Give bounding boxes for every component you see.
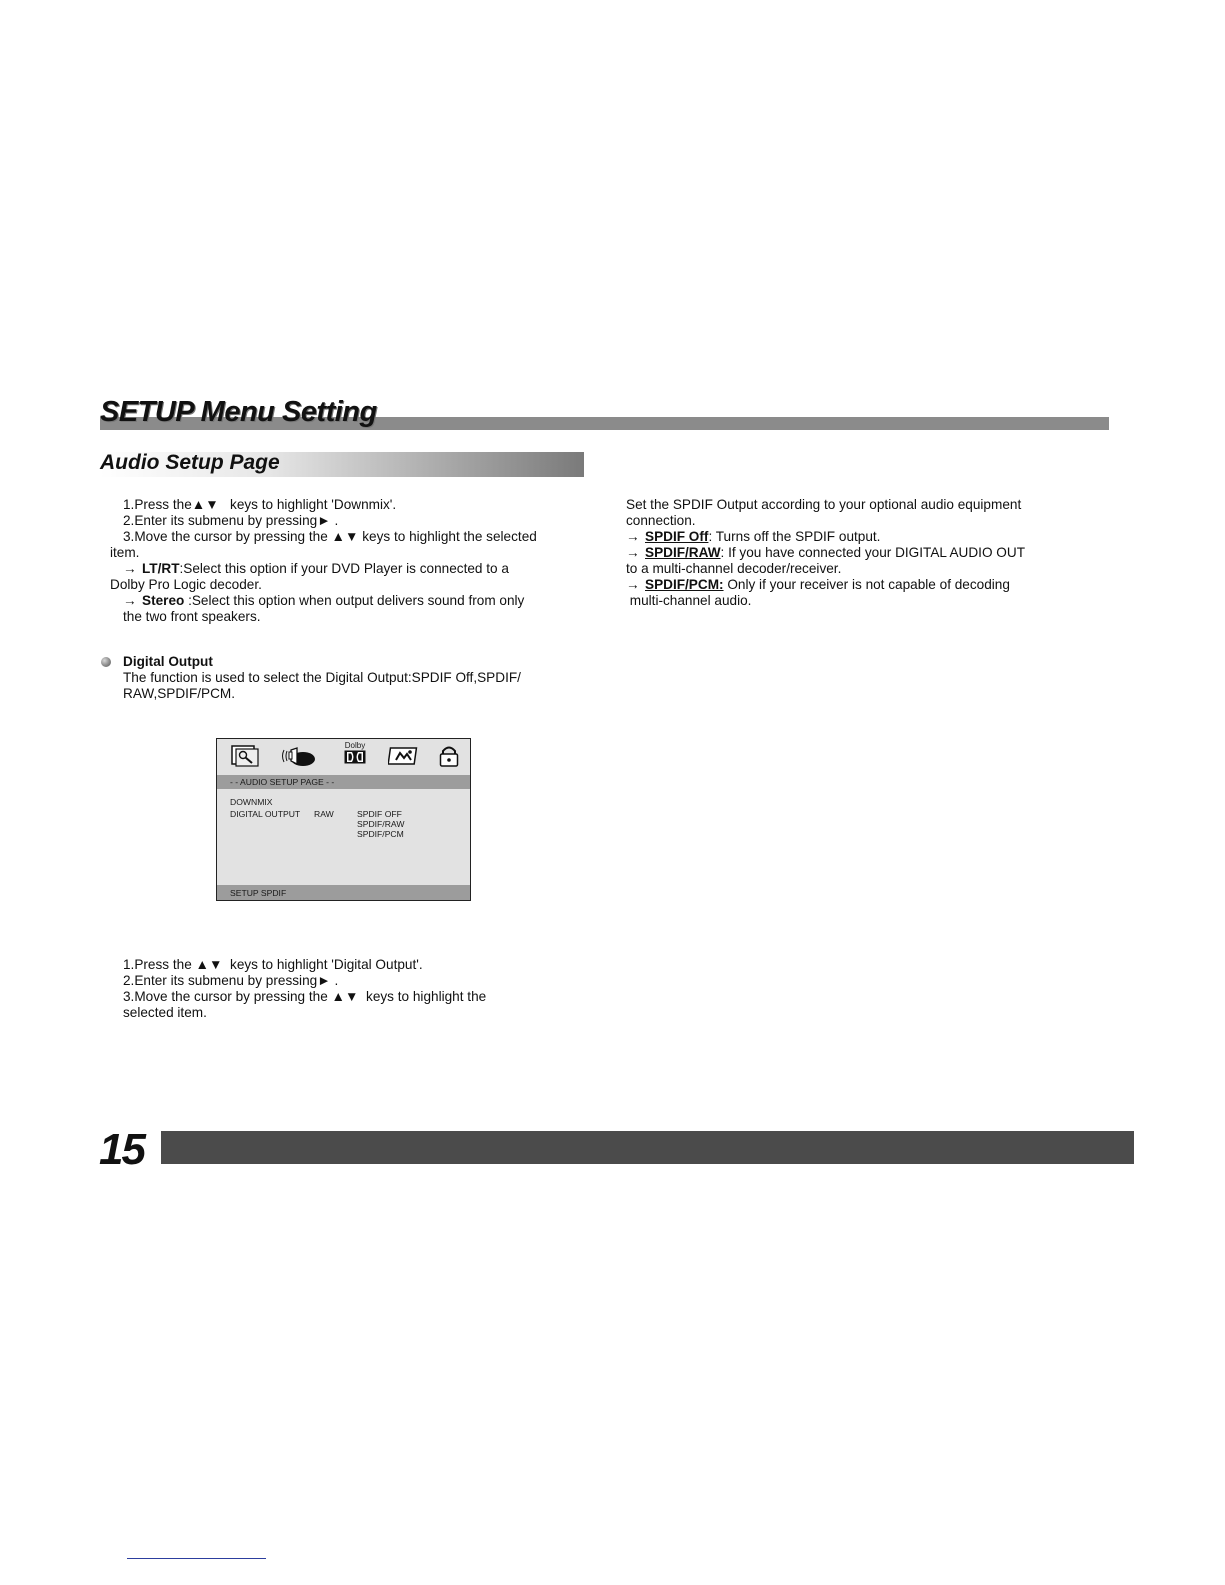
step-1: 1.Press the ▲▼ keys to highlight 'Digital Output'. [123, 957, 423, 972]
audio-setup-icon [281, 744, 317, 768]
osd-row-downmix: DOWNMIX [230, 797, 273, 807]
general-setup-icon [230, 744, 260, 768]
right-arrow-icon: ► [317, 973, 331, 988]
arrow-icon: → [626, 529, 640, 544]
digital-output-heading: Digital Output [123, 654, 213, 669]
spdif-raw-option: → SPDIF/RAW: If you have connected your DIGITAL AUDIO OUT [626, 545, 1026, 560]
ltrt-option: → LT/RT:Select this option if your DVD Player is connected to a [123, 561, 509, 576]
step-3: 3.Move the cursor by pressing the ▲▼ keys to highlight the [123, 989, 487, 1004]
up-down-arrows-icon: ▲▼ [191, 497, 219, 512]
digital-output-steps: 1.Press the ▲▼ keys to highlight 'Digital Output'. 2.Enter its submenu by pressing► . 3.Move the cursor by pressing the ▲▼ keys to highlight the selected item. [123, 957, 487, 1020]
arrow-icon: → [123, 561, 137, 576]
up-down-arrows-icon: ▲▼ [331, 529, 359, 544]
osd-screen [216, 738, 471, 901]
digital-output-section: Digital Output The function is used to select the Digital Output:SPDIF Off,SPDIF/ RAW,SPDIF/PCM. [123, 654, 521, 701]
osd-option-spdif-pcm: SPDIF/PCM [357, 829, 404, 839]
osd-option-spdif-off: SPDIF OFF [357, 809, 402, 819]
step-2: 2.Enter its submenu by pressing► . [123, 973, 339, 988]
bullet-icon [101, 657, 111, 667]
step-3: 3.Move the cursor by pressing the ▲▼ keys to highlight the selected [123, 529, 537, 544]
dolby-logo-icon [344, 750, 366, 764]
footer-bar [161, 1131, 1134, 1164]
section-title: SETUP Menu Setting [100, 396, 377, 428]
downmix-instructions [123, 497, 537, 545]
page-number: 15 [99, 1125, 144, 1174]
page-subtitle: Audio Setup Page [100, 451, 280, 474]
osd-row-value: RAW [314, 809, 334, 819]
osd-header: - - AUDIO SETUP PAGE - - [217, 775, 470, 789]
osd-row-digital-output: DIGITAL OUTPUT [230, 809, 301, 819]
preference-lock-icon [438, 744, 460, 768]
osd-icon-bar [217, 739, 470, 775]
up-down-arrows-icon: ▲▼ [195, 957, 223, 972]
osd-option-spdif-raw: SPDIF/RAW [357, 819, 405, 829]
up-down-arrows-icon: ▲▼ [331, 989, 359, 1004]
right-arrow-icon: ► [317, 513, 331, 528]
video-setup-icon [388, 744, 420, 768]
bottom-rule [127, 1558, 266, 1559]
arrow-icon: → [123, 593, 137, 608]
dolby-setup-icon: Dolby [343, 741, 367, 769]
stereo-option: → Stereo :Select this option when output delivers sound from only [123, 593, 525, 608]
step-2: 2.Enter its submenu by pressing► . [123, 513, 339, 528]
step-1: 1.Press the▲▼ keys to highlight 'Downmix'. [123, 497, 397, 512]
spdif-description: Set the SPDIF Output according to your optional audio equipment connection. → SPDIF Off: Turns off the SPDIF output. → SPDIF/RAW: If you have connected your DIGITAL AUDIO OUT to a multi-channel decoder/receiver. → SPDIF/PCM: Only if your receiver is not capable of decoding multi-channel audio. [626, 497, 1026, 608]
arrow-icon: → [626, 577, 640, 592]
spdif-off-option: → SPDIF Off: Turns off the SPDIF output. [626, 529, 881, 544]
arrow-icon: → [626, 545, 640, 560]
spdif-pcm-option: → SPDIF/PCM: Only if your receiver is not capable of decoding [626, 577, 1010, 592]
osd-footer: SETUP SPDIF [217, 885, 470, 900]
downmix-options: item. → LT/RT:Select this option if your DVD Player is connected to a Dolby Pro Logic decoder. → Stereo :Select this option when output delivers sound from only the two front speakers. [110, 545, 525, 624]
